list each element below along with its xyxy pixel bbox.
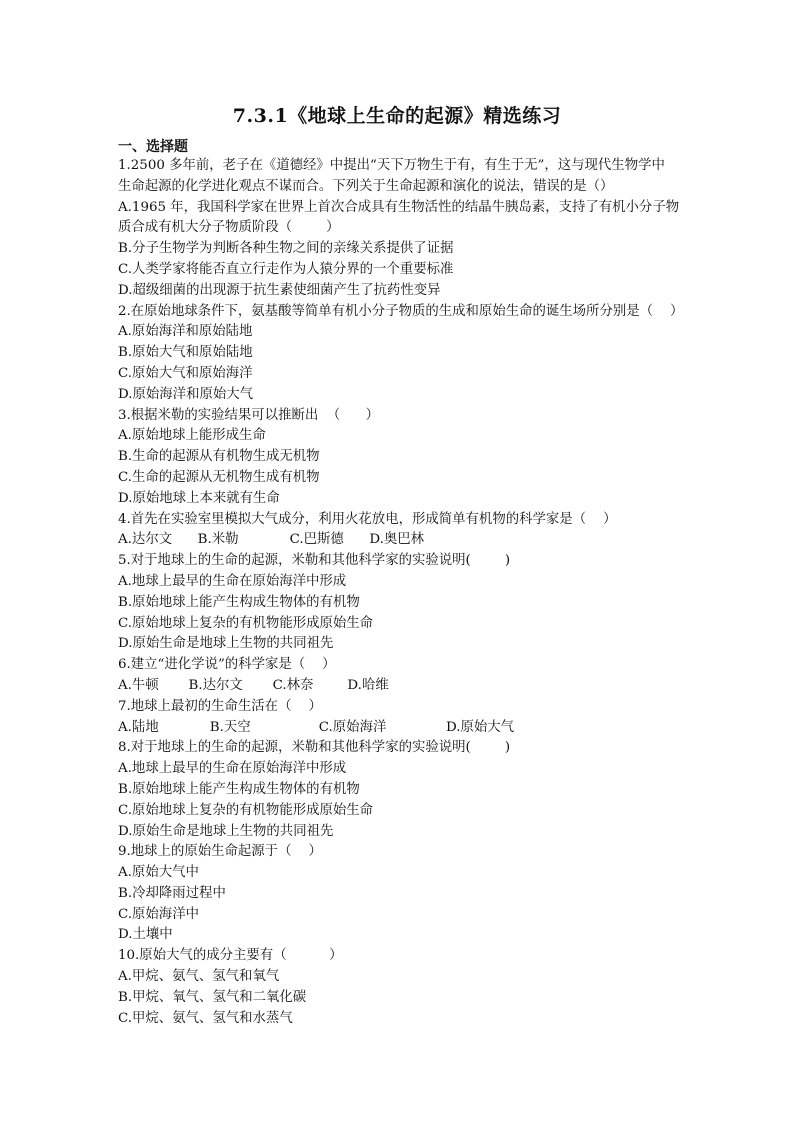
text-line: 8.对于地球上的生命的起源，米勒和其他科学家的实验说明( ) (118, 740, 511, 756)
section-heading: 一、选择题 (118, 139, 188, 155)
text-line: B.生命的起源从有机物生成无机物 (118, 449, 320, 465)
text-line: 9.地球上的原始生命起源于（ ） (118, 844, 322, 860)
text-line: C.原始大气和原始海洋 (118, 365, 253, 381)
text-line: 生命起源的化学进化观点不谋而合。下列关于生命起源和演化的说法，错误的是（） (118, 178, 614, 194)
text-line: D.原始生命是地球上生物的共同祖先 (118, 636, 334, 652)
text-line: A.牛顿 B.达尔文 C.林奈 D.哈维 (118, 677, 389, 693)
text-line: A.原始地球上能形成生命 (118, 428, 266, 444)
text-line: D.土壤中 (118, 927, 173, 943)
text-line: C.原始海洋中 (118, 906, 199, 922)
text-line: 7.地球上最初的生命生活在（ ） (118, 698, 322, 714)
text-line: 6.建立“进化学说”的科学家是（ ） (118, 657, 336, 673)
text-line: A.原始大气中 (118, 865, 199, 881)
text-line: D.原始地球上本来就有生命 (118, 490, 280, 506)
text-line: A.地球上最早的生命在原始海洋中形成 (118, 573, 347, 589)
text-line: 1.2500 多年前，老子在《道德经》中提出“天下万物生于有，有生于无”，这与现代生物学中 (118, 158, 665, 173)
text-line: A.地球上最早的生命在原始海洋中形成 (118, 761, 347, 777)
text-line: C.原始地球上复杂的有机物能形成原始生命 (118, 802, 374, 818)
text-line: A.原始海洋和原始陆地 (118, 324, 253, 340)
text-line: A.陆地 B.天空 C.原始海洋 D.原始大气 (118, 719, 515, 735)
text-line: D.原始生命是地球上生物的共同祖先 (118, 823, 334, 839)
text-line: 质合成有机大分子物质阶段（ ） (118, 220, 340, 236)
text-line: B.分子生物学为判断各种生物之间的亲缘关系提供了证据 (118, 241, 454, 257)
text-line: B.原始地球上能产生构成生物体的有机物 (118, 594, 360, 610)
text-line: D.超级细菌的出现源于抗生素使细菌产生了抗药性变异 (118, 282, 441, 298)
text-line: C.生命的起源从无机物生成有机物 (118, 469, 320, 485)
text-line: B.冷却降雨过程中 (118, 885, 226, 901)
text-line: 2.在原始地球条件下，氨基酸等简单有机小分子物质的生成和原始生命的诞生场所分别是（ ） (118, 303, 684, 319)
text-line: D.原始海洋和原始大气 (118, 386, 254, 402)
text-line: B.原始大气和原始陆地 (118, 345, 253, 361)
text-line: C.甲烷、氨气、氢气和水蒸气 (118, 1010, 293, 1026)
question-list (118, 156, 698, 1029)
text-line: B.甲烷、氧气、氢气和二氧化碳 (118, 989, 307, 1005)
text-line: C.原始地球上复杂的有机物能形成原始生命 (118, 615, 374, 631)
text-line: B.原始地球上能产生构成生物体的有机物 (118, 781, 360, 797)
text-line: 5.对于地球上的生命的起源，米勒和其他科学家的实验说明( ) (118, 553, 511, 569)
text-line: 10.原始大气的成分主要有（ ） (118, 948, 343, 964)
text-line: A.达尔文 B.米勒 C.巴斯德 D.奥巴林 (118, 532, 425, 548)
text-line: A.1965 年，我国科学家在世界上首次合成具有生物活性的结晶牛胰岛素，支持了有机小分子物 (118, 199, 680, 215)
text-line: 4.首先在实验室里模拟大气成分，利用火花放电，形成简单有机物的科学家是（ ） (118, 511, 617, 527)
text-line: C.人类学家将能否直立行走作为人猿分界的一个重要标准 (118, 261, 454, 277)
text-line: 3.根据米勒的实验结果可以推断出 （ ） (118, 407, 380, 423)
page-title: 7.3.1《地球上生命的起源》精选练习 (232, 105, 562, 127)
text-line: A.甲烷、氨气、氢气和氧气 (118, 969, 280, 985)
